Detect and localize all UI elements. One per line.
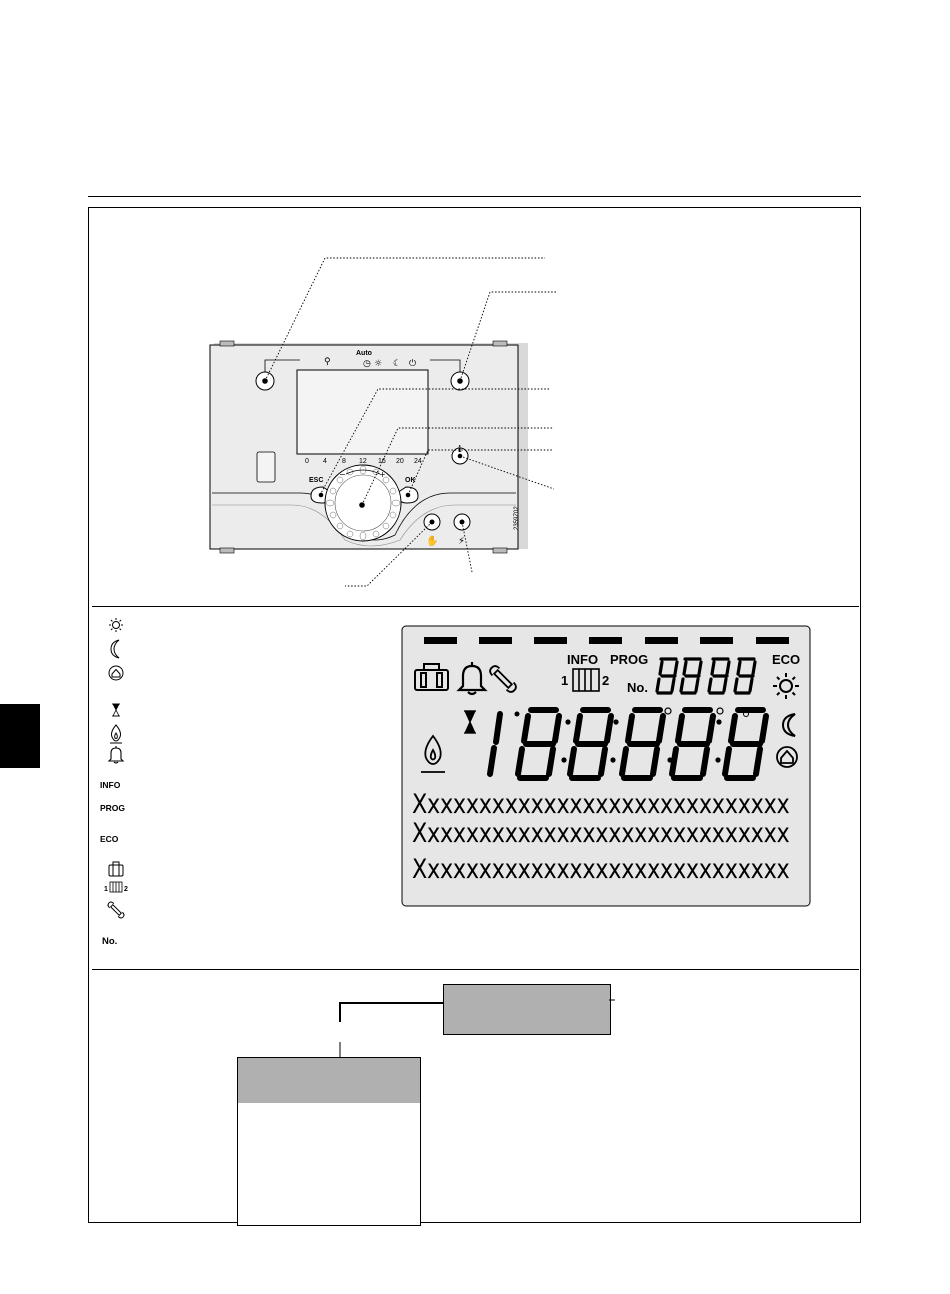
svg-text:⚲: ⚲ [324, 357, 331, 367]
scale-tick: 12 [359, 458, 367, 465]
lower-block-body [237, 1103, 421, 1226]
legend-no: No. [102, 936, 118, 947]
lcd-no-label: No. [627, 680, 648, 695]
block-connectors [330, 995, 620, 1060]
lcd-prog-label: PROG [610, 652, 649, 667]
lcd-radiator-1: 1 [561, 673, 569, 688]
scale-tick: 4 [323, 458, 327, 465]
wrench-icon [107, 901, 125, 919]
bell-icon [109, 746, 123, 763]
panel-divider-2 [92, 969, 859, 970]
ok-label: OK [405, 477, 416, 484]
flame-icon [110, 725, 122, 743]
svg-text:−: − [339, 470, 346, 479]
legend-prog: PROG [100, 803, 126, 813]
hourglass-icon [112, 704, 120, 716]
svg-text:✋: ✋ [426, 536, 439, 547]
lcd-text-line-1: Xxxxxxxxxxxxxxxxxxxxxxxxxxxxx [412, 789, 790, 820]
lcd-radiator-2: 2 [602, 673, 610, 688]
auto-label: Auto [356, 350, 372, 357]
moon-icon [111, 640, 119, 658]
svg-text:☼: ☼ [374, 359, 383, 369]
chapter-tab [0, 704, 40, 768]
scale-tick: 0 [305, 458, 309, 465]
scale-tick: 24 [414, 458, 422, 465]
lcd-text-line-2: Xxxxxxxxxxxxxxxxxxxxxxxxxxxxx [412, 818, 790, 849]
suitcase-icon [109, 862, 123, 876]
svg-text:+: + [379, 470, 386, 479]
figure-code: 2359Z02 [514, 506, 520, 530]
svg-text:⏻: ⏻ [409, 359, 417, 369]
lcd-text-line-3: Xxxxxxxxxxxxxxxxxxxxxxxxxxxxx [412, 854, 790, 885]
info-icon: ℹ [458, 444, 462, 454]
scale-tick: 16 [378, 458, 386, 465]
house-icon [109, 666, 123, 680]
lower-block-header [237, 1057, 421, 1105]
legend-eco: ECO [100, 834, 119, 844]
svg-text:⚡: ⚡ [458, 536, 466, 547]
panel-divider-1 [92, 606, 859, 607]
legend-info: INFO [100, 780, 121, 790]
lcd-eco-label: ECO [772, 652, 801, 667]
device-illustration [0, 0, 950, 606]
svg-text:◷: ◷ [363, 359, 371, 369]
radiator-icon [104, 882, 128, 893]
esc-label: ESC [309, 477, 324, 484]
legend-icons [100, 612, 140, 942]
lcd-info-label: INFO [567, 652, 599, 667]
svg-text:1: 1 [104, 886, 108, 893]
scale-tick: 20 [396, 458, 404, 465]
svg-text:2: 2 [124, 886, 128, 893]
sun-icon [109, 618, 123, 632]
svg-text:☾: ☾ [393, 359, 402, 369]
scale-tick: 8 [342, 458, 346, 465]
